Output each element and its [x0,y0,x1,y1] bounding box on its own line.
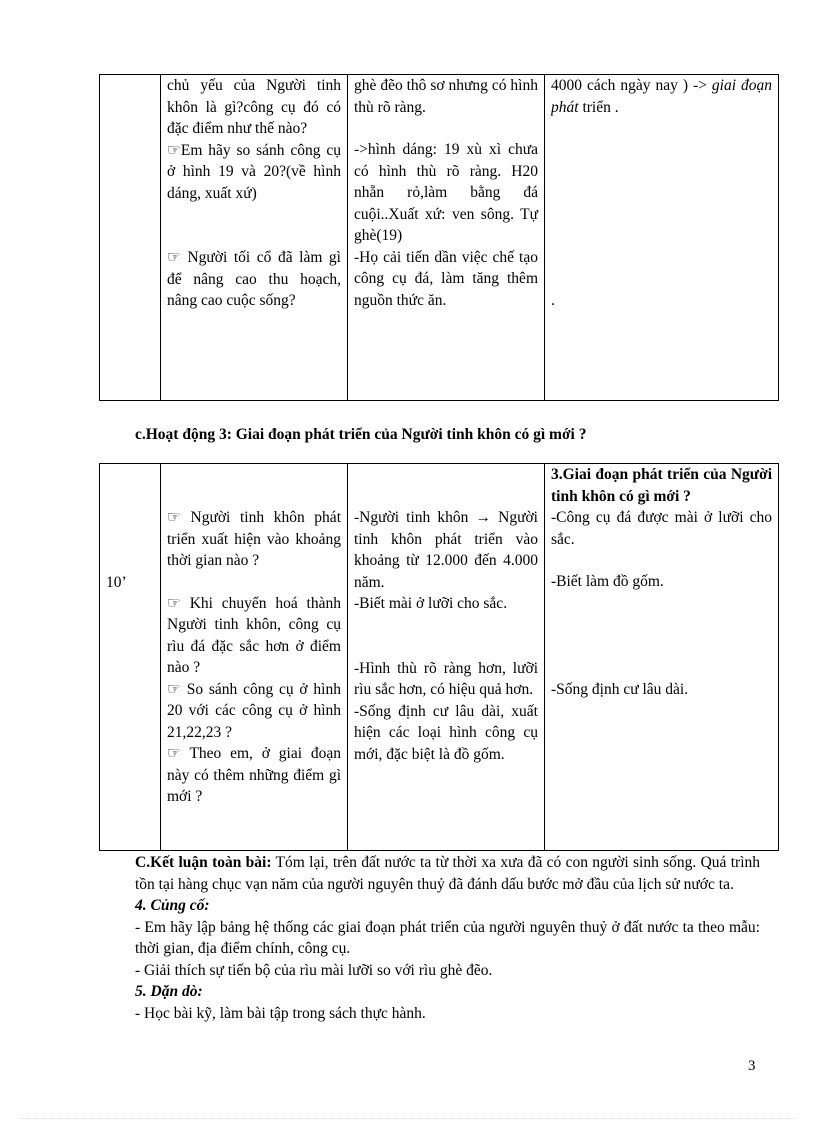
page-number: 3 [748,1058,756,1074]
activity-3-table [99,463,779,851]
consolidation-heading: 4. Củng cố: [135,897,210,914]
lesson-conclusion [135,852,760,1024]
activity-3-heading: c.Hoạt động 3: Giai đoạn phát triển của Người tinh khôn có gì mới ? [135,426,587,443]
homework-heading: 5. Dặn dò: [135,983,203,1000]
answer-clearer-shape: -Hình thù rõ ràng hơn, lưỡi rìu sắc hơn, có hiệu quả hơn. [354,659,538,698]
question-compare-figures: ☞ So sánh công cụ ở hình 20 với các công cụ ở hình 21,22,23 ? [167,680,341,741]
question-appearance-time: ☞ Người tinh khôn phát triển xuất hiện vào khoảng thời gian nào ? [167,509,341,569]
answer-improve-tools: -Họ cải tiến dần việc chế tạo công cụ đá, làm tăng thêm nguồn thức ăn. [354,248,538,309]
teacher-activity-cell [161,75,348,401]
footer-divider [20,1118,796,1119]
question-axe-features: ☞ Khi chuyển hoá thành Người tinh khôn, công cụ rìu đá đặc sắc hơn ở điểm nào ? [167,594,341,676]
content-cell [545,75,779,401]
conclusion-paragraph: C.Kết luận toàn bài: Tóm lại, trên đất nước ta từ thời xa xưa đã có con người sinh sống. Quá trình tồn tại hàng chục vạn năm của người nguyên thuỷ đã đánh dấu bước mở đầu của lịch sử nước ta. [135,854,761,893]
answer-tool-shape: ghè đẽo thô sơ nhưng có hình thù rõ ràng. [354,77,538,116]
content-dot: . [551,292,555,309]
consolidation-task-2: - Giải thích sự tiến bộ của rìu mài lưỡi so với rìu ghè đẽo. [135,961,493,979]
content-cell [545,464,779,851]
time-cell [100,464,161,851]
section-3-title: 3.Giai đoạn phát triển của Người tinh khôn có gì mới ? [551,466,772,505]
question-tool-features: chủ yếu của Người tinh khôn là gì?công cụ đó có đặc điểm như thế nào? [167,77,341,137]
time-cell [100,75,161,401]
content-settled: -Sống định cư lâu dài. [551,680,689,698]
answer-grinding: -Biết mài ở lưỡi cho sắc. [354,595,508,612]
consolidation-task-1: - Em hãy lập bảng hệ thống các giai đoạn phát triển của người nguyên thuỷ ở đất nước ta theo mẫu: thời gian, địa điểm chính, công cụ. [135,918,760,957]
student-activity-cell [348,464,545,851]
lesson-table-continued [99,74,779,401]
question-new-points: ☞ Theo em, ở giai đoạn này có thêm những điểm gì mới ? [167,745,341,805]
content-grinding: -Công cụ đá được mài ở lưỡi cho sắc. [551,509,772,548]
content-stage-note: 4000 cách ngày nay ) -> giai đoạn phát triển . [551,77,773,116]
question-improve-life: ☞ Người tối cổ đã làm gì để nâng cao thu hoạch, nâng cao cuộc sống? [167,249,341,309]
answer-appearance-time: -Người tinh khôn → Người tinh khôn phát triển vào khoảng từ 12.000 đến 4.000 năm. [354,509,538,591]
content-pottery: -Biết làm đồ gốm. [551,573,664,590]
question-compare-tools: ☞Em hãy so sánh công cụ ở hình 19 và 20?(về hình dáng, xuất xứ) [167,141,341,202]
teacher-activity-cell [161,464,348,851]
student-activity-cell [348,75,545,401]
time-value: 10’ [106,574,127,591]
answer-compare-tools: ->hình dáng: 19 xù xì chưa có hình thù rõ ràng. H20 nhẵn rỏ,làm bằng đá cuội..Xuất xứ: ven sông. Tự ghè(19) [354,141,538,244]
homework-task: - Học bài kỹ, làm bài tập trong sách thực hành. [135,1004,426,1022]
answer-settled-life: -Sống định cư lâu dài, xuất hiện các loại hình công cụ mới, đặc biệt là đồ gốm. [354,702,538,763]
